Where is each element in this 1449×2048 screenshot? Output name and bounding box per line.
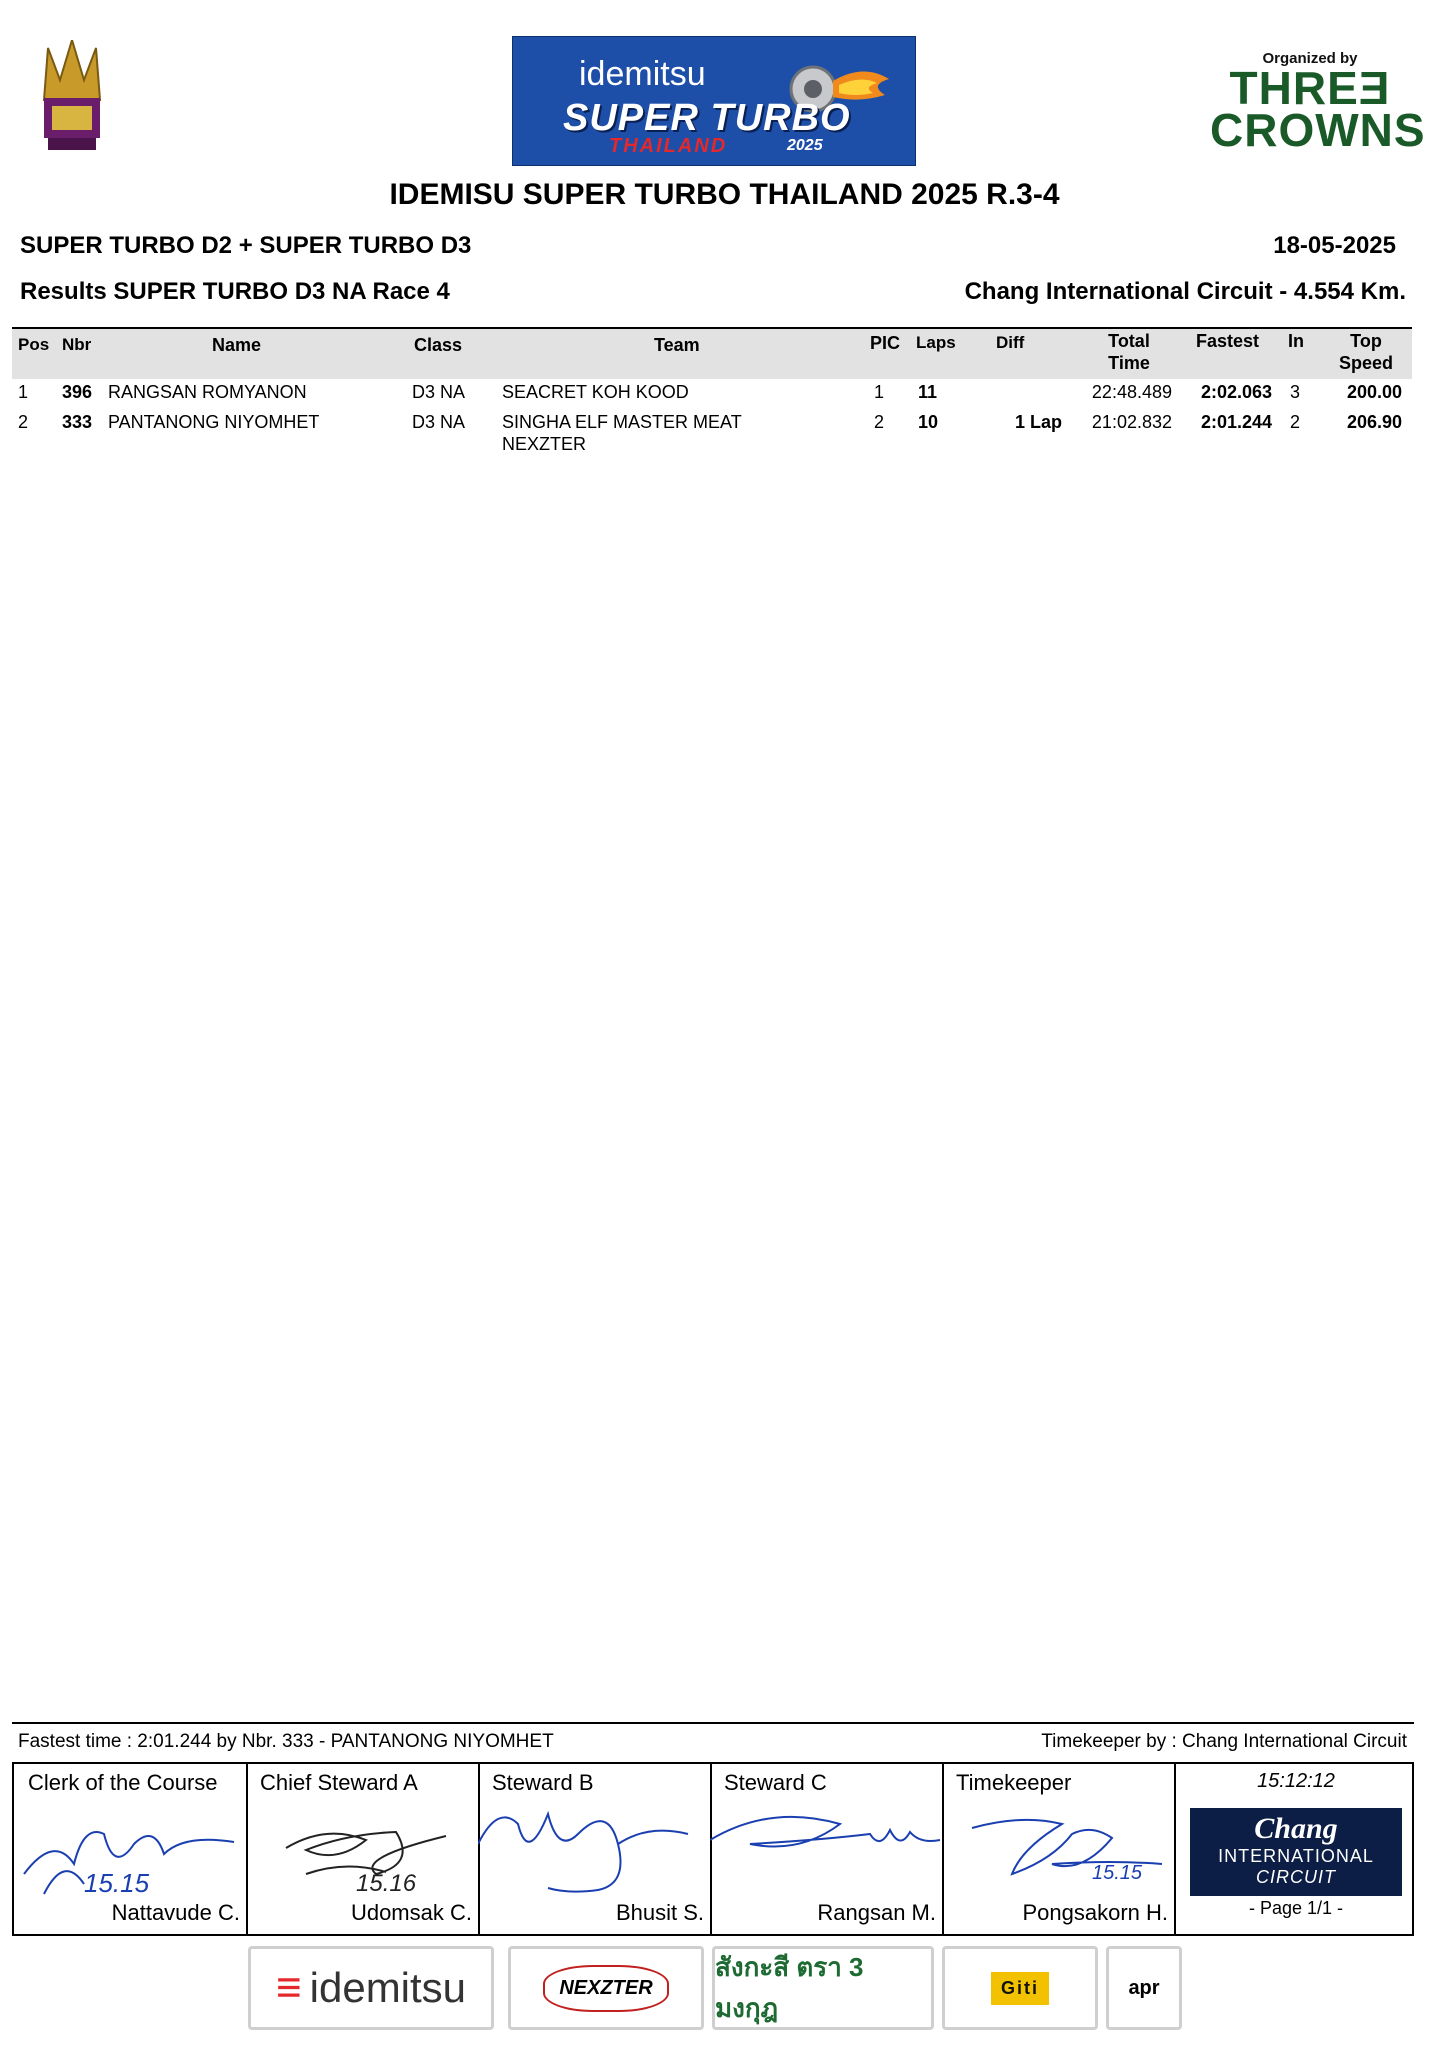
circuit-info: Chang International Circuit - 4.554 Km. (964, 278, 1406, 305)
page-title: IDEMISU SUPER TURBO THAILAND 2025 R.3-4 (389, 178, 1060, 211)
cell-name: PANTANONG NIYOMHET (108, 412, 320, 432)
col-name: Name (212, 335, 262, 355)
organizer-name-line-2: CROWNS (1210, 104, 1426, 156)
sponsor-giti-logo (942, 1946, 1098, 2030)
signature-time-note: 15.16 (356, 1870, 417, 1897)
col-diff: Diff (996, 333, 1025, 352)
cell-pos: 2 (18, 412, 29, 432)
signature-time-note: 15.15 (1092, 1862, 1143, 1884)
cell-name: RANGSAN ROMYANON (108, 382, 307, 402)
official-name: Rangsan M. (817, 1900, 936, 1925)
col-nbr: Nbr (62, 335, 92, 354)
col-pic: PIC (870, 333, 901, 353)
sponsor-three-crowns-logo (712, 1946, 934, 2030)
cell-nbr: 396 (62, 382, 93, 402)
cell-fastest: 2:02.063 (1200, 382, 1272, 402)
signature-cell-steward-b (478, 1764, 712, 1934)
organizer-label: Organized by (1262, 50, 1358, 67)
cell-in: 2 (1290, 412, 1301, 432)
col-total-time-2: Time (1108, 353, 1150, 373)
print-time: 15:12:12 (1257, 1770, 1335, 1792)
idemitsu-brand-text: idemitsu (579, 55, 706, 93)
official-role: Steward B (492, 1770, 594, 1795)
logo-year-text: 2025 (787, 137, 823, 154)
chang-logo-line-3: CIRCUIT (1256, 1867, 1336, 1887)
cell-laps: 10 (918, 412, 939, 432)
col-class: Class (414, 335, 463, 355)
cell-top-speed: 200.00 (1346, 382, 1402, 402)
cell-nbr: 333 (62, 412, 93, 432)
cell-pic: 2 (874, 412, 885, 432)
official-role: Timekeeper (956, 1770, 1072, 1795)
official-role: Steward C (724, 1770, 827, 1795)
signature-cell-clerk (14, 1764, 248, 1934)
cell-total-time: 21:02.832 (1091, 412, 1172, 432)
fastest-time-summary: Fastest time : 2:01.244 by Nbr. 333 - PANTANONG NIYOMHET (18, 1731, 554, 1752)
cell-class: D3 NA (412, 382, 466, 402)
idemitsu-super-turbo-logo (512, 36, 916, 166)
cell-diff: 1 Lap (1014, 412, 1062, 432)
cell-fastest: 2:01.244 (1200, 412, 1272, 432)
col-team: Team (654, 335, 700, 355)
col-laps: Laps (916, 333, 956, 352)
organizer-name-line-1: THREƎ (1229, 62, 1391, 114)
results-table-header (12, 329, 1412, 379)
col-total-time-1: Total (1108, 331, 1150, 351)
event-date: 18-05-2025 (1273, 232, 1396, 259)
official-role: Clerk of the Course (28, 1770, 218, 1795)
table-row (12, 382, 1412, 410)
sponsor-nexzter-text: NEXZTER (543, 1965, 668, 2012)
cell-team-line-2: NEXZTER (502, 434, 587, 454)
signature-cell-steward-c (710, 1764, 944, 1934)
organizer-logo (1210, 50, 1426, 156)
series-title: SUPER TURBO D2 + SUPER TURBO D3 (20, 232, 472, 259)
official-name: Pongsakorn H. (1022, 1900, 1168, 1925)
chang-international-circuit-logo (1190, 1808, 1402, 1896)
cell-team: SEACRET KOH KOOD (502, 382, 689, 402)
col-top-speed-1: Top (1350, 331, 1382, 351)
sponsor-apr-logo (1106, 1946, 1182, 2030)
session-title: Results SUPER TURBO D3 NA Race 4 (20, 278, 450, 305)
chang-logo-line-1: Chang (1254, 1812, 1338, 1845)
col-top-speed-2: Speed (1338, 353, 1394, 373)
table-row (12, 412, 1412, 462)
signature-cell-chief-steward (246, 1764, 480, 1934)
crest-logo (38, 40, 106, 152)
cell-class: D3 NA (412, 412, 466, 432)
cell-team: SINGHA ELF MASTER MEAT (502, 412, 742, 432)
col-in: In (1288, 331, 1304, 351)
sponsor-giti-text: Giti (991, 1972, 1049, 2005)
thailand-text: THAILAND (609, 135, 728, 157)
cell-laps: 11 (918, 382, 938, 402)
timekeeper-credit: Timekeeper by : Chang International Circuit (1041, 1731, 1407, 1752)
official-name: Nattavude C. (111, 1900, 240, 1925)
cell-pic: 1 (874, 382, 885, 402)
col-pos: Pos (18, 335, 50, 354)
page-number: - Page 1/1 - (1248, 1898, 1344, 1918)
official-name: Udomsak C. (350, 1900, 472, 1925)
sponsor-idemitsu-logo (248, 1946, 494, 2030)
sponsor-idemitsu-text: idemitsu (309, 1964, 467, 2011)
super-turbo-text: SUPER TURBO (563, 97, 851, 139)
idemitsu-mark-icon: ≡ (275, 1963, 302, 2012)
official-name: Bhusit S. (615, 1900, 704, 1925)
signature-cell-timekeeper (942, 1764, 1176, 1934)
cell-pos: 1 (18, 382, 29, 402)
cell-total-time: 22:48.489 (1091, 382, 1172, 402)
sponsor-three-crowns-text: สังกะสี ตรา 3 มงกุฎ (715, 1952, 864, 2023)
chang-logo-line-2: INTERNATIONAL (1218, 1846, 1374, 1866)
sponsor-nexzter-logo (508, 1946, 704, 2030)
signature-time-note: 15.15 (84, 1868, 150, 1898)
footer-rule (12, 1722, 1414, 1724)
col-fastest: Fastest (1196, 331, 1260, 351)
cell-in: 3 (1290, 382, 1301, 402)
cell-top-speed: 206.90 (1346, 412, 1402, 432)
official-role: Chief Steward A (260, 1770, 418, 1795)
sponsor-apr-text: apr (1128, 1976, 1160, 1999)
